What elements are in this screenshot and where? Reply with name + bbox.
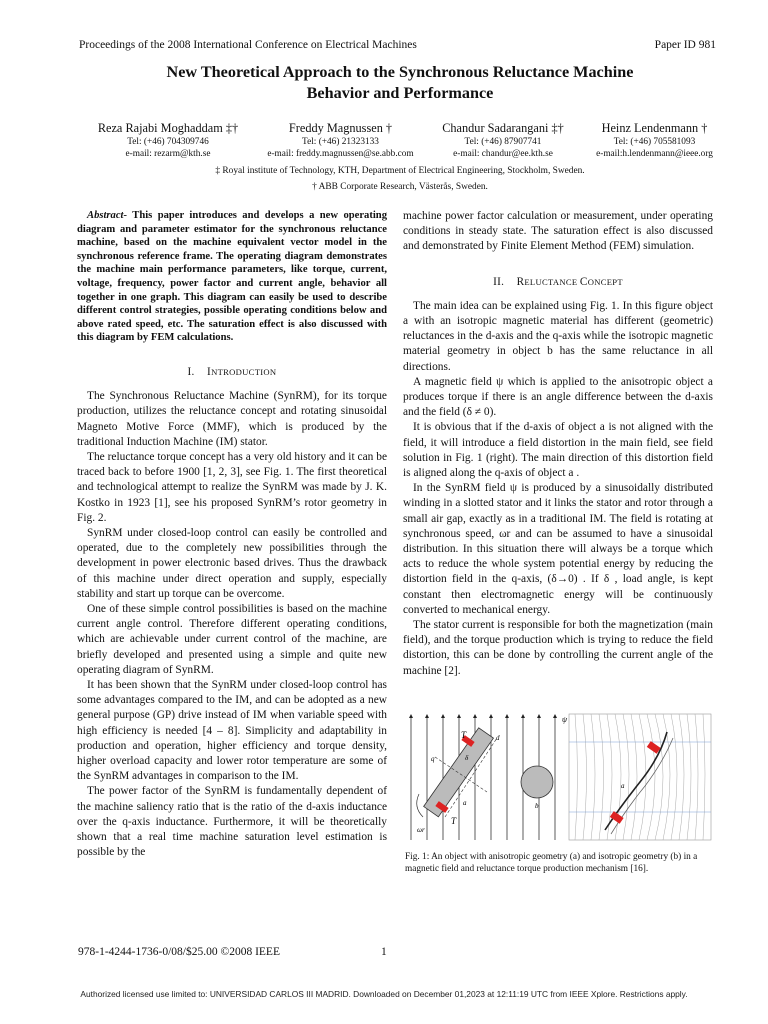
intro-paragraph: It has been shown that the SynRM under closed-loop control has some advantages compared to the IM, and can be adopted as a new general purpose (GP) drive instead of IM when variable speed with high efficiency is needed [4 – 8]. Simplicity and adaptability in production and operation, higher efficiency and torque density, higher overload capacity and lower rotor temperature are some of the SynRM advantages in comparison to the IM. — [77, 679, 387, 783]
author-tel: Tel: (+46) 21323133 — [302, 137, 379, 147]
author-email[interactable]: e-mail: chandur@ee.kth.se — [453, 149, 553, 159]
isbn-copyright: 978-1-4244-1736-0/08/$25.00 ©2008 IEEE — [78, 946, 280, 958]
label-psi: ψ — [562, 715, 567, 724]
label-b: b — [535, 802, 539, 810]
fem-field-solution — [569, 714, 711, 840]
right-column — [403, 209, 713, 679]
author-name: Chandur Sadarangani ‡† — [442, 121, 564, 135]
author-email[interactable]: e-mail:h.lendenmann@ieee.org — [596, 149, 713, 159]
author-tel: Tel: (+46) 87907741 — [464, 137, 542, 147]
object-a — [424, 728, 494, 817]
title-line-2: Behavior and Performance — [306, 84, 494, 102]
rotation-arc — [417, 794, 423, 817]
label-T-top: T — [461, 730, 467, 740]
page-number: 1 — [381, 946, 387, 958]
label-a: a — [463, 799, 467, 807]
author-email[interactable]: e-mail: rezarm@kth.se — [125, 149, 211, 159]
license-notice: Authorized licensed use limited to: UNIVERSIDAD CARLOS III MADRID. Downloaded on December 01,2023 at 12:11:19 UTC from IEEE Xplore. Restrictions apply. — [80, 989, 688, 999]
abstract-text: This paper introduces and develops a new operating diagram and parameter estimator for the synchronous reluctance machine, based on the machine equivalent vector model in the synchronous reference frame. The operating diagram demonstrates the machine main performance parameters, like torque, current, voltage, frequency, power factor and current angle, behavior all together in one graph. This diagram can easily be used to describe different control strategies, possible operating conditions below and above rated speed, etc. The saturation effect is also discussed with this diagram by FEM calculations. — [77, 210, 387, 344]
intro-paragraph: The reluctance torque concept has a very old history and it can be traced back to before 1900 [1, 2, 3], see Fig. 1. The first theoretical and technological attempt to realize the SynRM was made by J. K. Kostko in 1923 [1], see his proposed SynRM’s rotor geometry in Fig. 2. — [77, 450, 387, 524]
author-1 — [78, 121, 258, 160]
continued-paragraph: machine power factor calculation or measurement, under operating conditions in steady state. The saturation effect is also discussed and demonstrated by Finite Element Method (FEM) simulation. — [403, 210, 713, 253]
abstract-label: Abstract- — [87, 210, 128, 221]
label-omega: ωr — [417, 826, 425, 834]
label-q: q — [431, 755, 435, 763]
label-delta: δ — [465, 754, 469, 762]
author-2 — [258, 121, 423, 160]
author-tel: Tel: (+46) 705581093 — [613, 137, 696, 147]
concept-paragraph: In the SynRM field ψ is produced by a sinusoidally distributed winding in a slotted stator and it links the stator and rotor through a small air gap, exactly as in a traditional IM. The field is rotating at synchronous speed, ωr and can be assumed to have a sinusoidal distribution. In this situation there will always be a torque which acts to reduce the whole system potential energy by reducing the distortion field in the q-axis, (δ→0) . If δ , load angle, is kept constant then electromagnetic energy will be continuously converted to mechanical energy. — [403, 482, 713, 616]
figure-1 — [405, 712, 713, 842]
left-column — [77, 209, 387, 860]
title-line-1: New Theoretical Approach to the Synchronous Reluctance Machine — [166, 63, 634, 81]
author-block — [78, 121, 726, 160]
intro-paragraph: The power factor of the SynRM is fundamentally dependent of the machine saliency ratio that is the ratio of the d-axis inductance over the q-axis inductance. Furthermore, it will be theoretically shown that a real time machine saturation level estimation is possible by the — [77, 785, 387, 859]
author-3 — [423, 121, 583, 160]
intro-paragraph: The Synchronous Reluctance Machine (SynRM), for its torque production, utilizes the reluctance concept and rotating sinusoidal Magneto Motive Force (MMF), which is produced by the traditional Induction Machine (IM) stator. — [77, 390, 387, 448]
figure-1-caption: Fig. 1: An object with anisotropic geometry (a) and isotropic geometry (b) in a magnetic field and reluctance torque production mechanism [16]. — [405, 852, 698, 874]
author-email[interactable]: e-mail: freddy.magnussen@se.abb.com — [267, 149, 414, 159]
abstract — [77, 209, 387, 345]
concept-paragraph: A magnetic field ψ which is applied to the anisotropic object a produces torque if there is an angle difference between the d-axis and the field (δ ≠ 0). — [403, 375, 713, 419]
author-name: Reza Rajabi Moghaddam ‡† — [97, 121, 239, 135]
intro-paragraph: SynRM under closed-loop control can easily be controlled and operated, due to the completely new possibilities through the development in power electronic based drives. Thus the drawback of this machine under direct operation and supply, especially stability and start up torque can be overcome. — [77, 526, 387, 600]
label-T-bottom: T — [451, 816, 457, 826]
section-heading-introduction: I. INTRODUCTION — [187, 365, 277, 378]
paper-id: Paper ID 981 — [654, 39, 716, 51]
concept-paragraph: The stator current is responsible for both the magnetization (main field), and the torque production which is trying to reduce the field distortion, this can be done by controlling the current angle of the machine [2]. — [403, 619, 713, 677]
author-name: Heinz Lendenmann † — [601, 121, 708, 135]
label-a-right: a — [621, 782, 625, 790]
intro-paragraph: One of these simple control possibilities is based on the machine current angle control. Therefore different operating conditions, which are achievable under current control of the machine, are briefly developed and presented using a simple and quite new operating diagram of SynRM. — [77, 602, 387, 676]
affiliation-abb: † ABB Corporate Research, Västerås, Sweden. — [312, 182, 488, 192]
concept-paragraph: The main idea can be explained using Fig. 1. In this figure object a with an isotropic magnetic material has different (geometric) reluctances in the d-axis and the q-axis while the isotropic magnetic material geometry in object b has the same reluctance in all directions. — [403, 299, 713, 373]
author-tel: Tel: (+46) 704309746 — [127, 137, 209, 147]
paper-title — [80, 62, 720, 104]
section-heading-reluctance-concept: II. RELUCTANCE CONCEPT — [493, 275, 623, 288]
concept-paragraph: It is obvious that if the d-axis of object a is not aligned with the field, it will introduce a field distortion in the main field, see field solution in Fig. 1 (right). The main direction of this distortion field is aligned along the q-axis of object a . — [403, 421, 713, 480]
author-name: Freddy Magnussen † — [288, 121, 393, 135]
label-d: d — [496, 734, 500, 742]
conference-header: Proceedings of the 2008 International Conference on Electrical Machines — [79, 39, 417, 51]
object-b — [521, 766, 553, 798]
affiliation-kth: ‡ Royal institute of Technology, KTH, Department of Electrical Engineering, Stockholm, Sweden. — [215, 166, 585, 176]
author-4 — [583, 121, 726, 160]
